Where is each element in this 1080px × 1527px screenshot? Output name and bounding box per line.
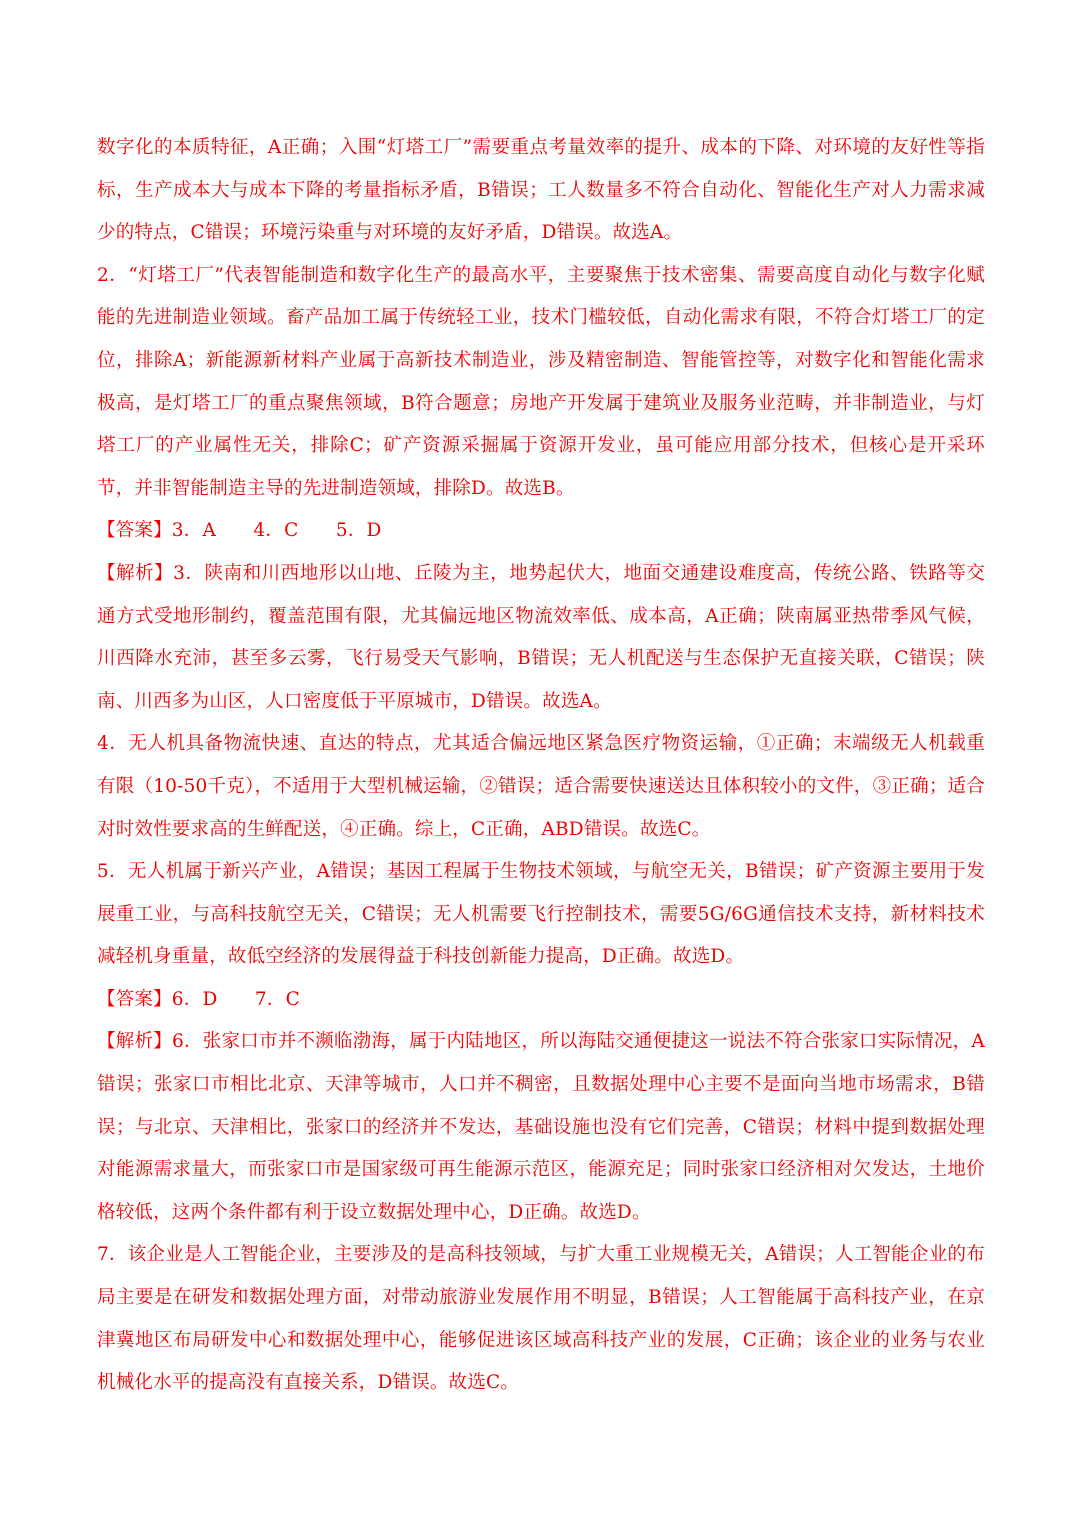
paragraph-q5-explanation: 5．无人机属于新兴产业，A错误；基因工程属于生物技术领域，与航空无关，B错误；矿产资源主要用于发展重工业，与高科技航空无关，C错误；无人机需要飞行控制技术，需要5G/6G通信技术支持，新材料技术减轻机身重量，故低空经济的发展得益于科技创新能力提高，D正确。故选D。 (97, 861, 985, 968)
paragraph-q6-explanation: 【解析】6．张家口市并不濒临渤海，属于内陆地区，所以海陆交通便捷这一说法不符合张家口实际情况，A错误；张家口市相比北京、天津等城市，人口并不稠密，且数据处理中心主要不是面向当地市场需求，B错误；与北京、天津相比，张家口的经济并不发达，基础设施也没有它们完善，C错误；材料中提到数据处理对能源需求量大，而张家口市是国家级可再生能源示范区，能源充足；同时张家口经济相对欠发达，土地价格较低，这两个条件都有利于设立数据处理中心，D正确。故选D。 (97, 1031, 985, 1223)
document-page (97, 127, 985, 1405)
paragraph-q7-explanation: 7．该企业是人工智能企业，主要涉及的是高科技领域，与扩大重工业规模无关，A错误；人工智能企业的布局主要是在研发和数据处理方面，对带动旅游业发展作用不明显，B错误；人工智能属于高科技产业，在京津冀地区布局研发中心和数据处理中心，能够促进该区域高科技产业的发展，C正确；该企业的业务与农业机械化水平的提高没有直接关系，D错误。故选C。 (97, 1244, 985, 1394)
paragraph-q4-explanation: 4．无人机具备物流快速、直达的特点，尤其适合偏远地区紧急医疗物资运输，①正确；末端级无人机载重有限（10-50千克），不适用于大型机械运输，②错误；适合需要快速送达且体积较小的文件，③正确；适合对时效性要求高的生鲜配送，④正确。综上，C正确，ABD错误。故选C。 (97, 733, 985, 840)
paragraph-q1-continued: 数字化的本质特征，A正确；入围“灯塔工厂”需要重点考量效率的提升、成本的下降、对环境的友好性等指标，生产成本大与成本下降的考量指标矛盾，B错误；工人数量多不符合自动化、智能化生产对人力需求减少的特点，C错误；环境污染重与对环境的友好矛盾，D错误。故选A。 (97, 137, 985, 244)
paragraph-q2-explanation: 2．“灯塔工厂”代表智能制造和数字化生产的最高水平，主要聚焦于技术密集、需要高度自动化与数字化赋能的先进制造业领域。畜产品加工属于传统轻工业，技术门槛较低，自动化需求有限，不符合灯塔工厂的定位，排除A；新能源新材料产业属于高新技术制造业，涉及精密制造、智能管控等，对数字化和智能化需求极高，是灯塔工厂的重点聚焦领域，B符合题意；房地产开发属于建筑业及服务业范畴，并非制造业，与灯塔工厂的产业属性无关，排除C；矿产资源采掘属于资源开发业，虽可能应用部分技术，但核心是开采环节，并非智能制造主导的先进制造领域，排除D。故选B。 (97, 264, 985, 499)
answer-line-3-5: 【答案】3．A 4．C 5．D (97, 520, 382, 542)
answer-line-6-7: 【答案】6．D 7．C (97, 988, 300, 1010)
paragraph-q3-explanation: 【解析】3．陕南和川西地形以山地、丘陵为主，地势起伏大，地面交通建设难度高，传统公路、铁路等交通方式受地形制约，覆盖范围有限，尤其偏远地区物流效率低、成本高，A正确；陕南属亚热带季风气候，川西降水充沛，甚至多云雾，飞行易受天气影响，B错误；无人机配送与生态保护无直接关联，C错误；陕南、川西多为山区，人口密度低于平原城市，D错误。故选A。 (97, 562, 985, 712)
